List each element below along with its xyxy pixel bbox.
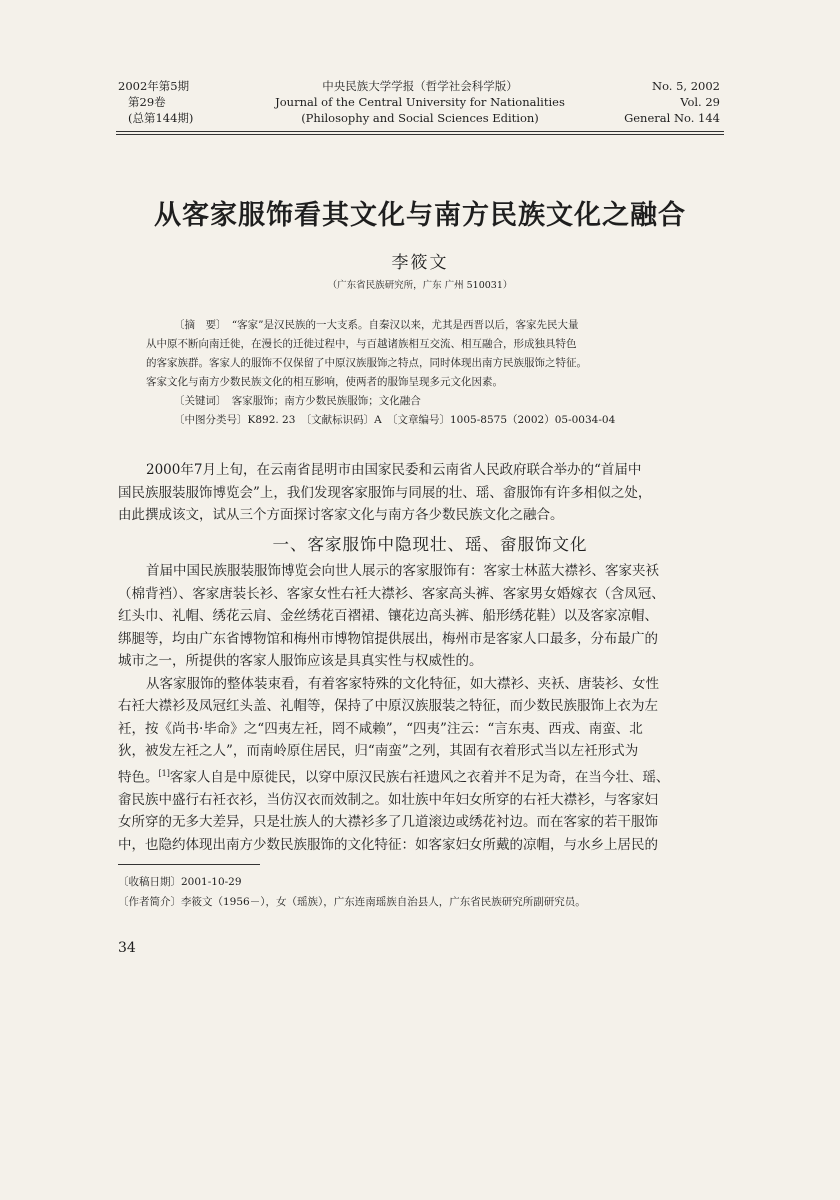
text-line: 女所穿的无多大差异，只是壮族人的大襟衫多了几道滚边或绣花衬边。而在客家的若干服饰	[118, 814, 658, 830]
text-line: 城市之一，所提供的客家人服饰应该是具真实性与权威性的。	[118, 653, 483, 669]
header-rule-bottom	[116, 134, 724, 135]
page-number: 34	[118, 940, 136, 956]
volume-en: Vol. 29	[680, 95, 720, 109]
journal-issue-info-en	[624, 78, 720, 126]
article-body	[118, 459, 742, 856]
citation-ref[interactable]: [1]	[158, 768, 170, 778]
text-line: 畲民族中盛行右衽衣衫，当仿汉衣而效制之。如壮族中年妇女所穿的右衽大襟衫，与客家妇	[118, 791, 658, 808]
abstract	[146, 316, 712, 430]
text-fragment: 特色。	[118, 769, 159, 785]
journal-name-zh: 中央民族大学学报（哲学社会科学版）	[322, 79, 518, 93]
text-line: 由此撰成该文，试从三个方面探讨客家文化与南方各少数民族文化之融合。	[118, 507, 564, 523]
issue-no-en: No. 5, 2002	[652, 79, 720, 93]
footnotes	[118, 872, 586, 912]
journal-name-en: Journal of the Central University for Nationalities	[275, 95, 565, 109]
text-line: 衽，按《尚书·毕命》之“四夷左衽，罔不咸赖”，“四夷”注云：“言东夷、西戎、南蛮、北	[118, 720, 643, 737]
author-bio: 〔作者简介〕李筱文（1956－），女（瑶族），广东连南瑶族自治县人，广东省民族研究所副研究员。	[118, 896, 586, 908]
header-rule-top	[116, 131, 724, 132]
abstract-line: 客家文化与南方少数民族文化的相互影响，使两者的服饰呈现多元文化因素。	[146, 376, 503, 388]
paragraph-overall-dress	[118, 673, 742, 857]
abstract-line: 〔摘 要〕 “客家”是汉民族的一大支系。自秦汉以来，尤其是西晋以后，客家先民大量	[174, 319, 579, 331]
intro-paragraph	[118, 459, 742, 527]
issue-year: 2002年第5期	[118, 79, 190, 93]
text-line: 狄，被发左衽之人”，而南岭原住居民，归“南蛮”之列，其固有衣着形式当以左衽形式为	[118, 743, 639, 759]
author-affiliation: （广东省民族研究所，广东 广州 510031）	[327, 280, 513, 291]
text-fragment: 客家人自是中原徙民，以穿中原汉民族右衽遗风之衣着并不足为奇，在当今壮、瑶、	[169, 769, 670, 785]
article-title: 从客家服饰看其文化与南方民族文化之融合	[154, 200, 686, 231]
journal-edition-en: (Philosophy and Social Sciences Edition)	[301, 111, 539, 125]
text-line: （棉背裆）、客家唐装长衫、客家女性右衽大襟衫、客家高头裤、客家男女婚嫁衣（含凤冠、	[118, 585, 665, 602]
classification-info: 〔中图分类号〕K892. 23 〔文献标识码〕A 〔文章编号〕1005-8575（2002）05-0034-04	[174, 414, 616, 426]
abstract-line: 的客家族群。客家人的服饰不仅保留了中原汉族服饰之特点，同时体现出南方民族服饰之特征。	[146, 357, 587, 369]
text-line: 红头巾、礼帽、绣花云肩、金丝绣花百褶裙、镶花边高头裤、船形绣花鞋）以及客家凉帽、	[118, 608, 658, 624]
abstract-line: 从中原不断向南迁徙，在漫长的迁徙过程中，与百越诸族相互交流、相互融合，形成独具特色	[146, 338, 577, 350]
text-line: 绑腿等，均由广东省博物馆和梅州市博物馆提供展出，梅州市是客家人口最多，分布最广的	[118, 630, 658, 647]
received-date: 〔收稿日期〕2001-10-29	[118, 876, 242, 888]
general-number: (总第144期)	[128, 111, 194, 125]
author-name: 李筱文	[391, 253, 449, 273]
keywords: 〔关键词〕 客家服饰；南方少数民族服饰；文化融合	[174, 395, 421, 407]
paragraph-exhibition	[118, 560, 742, 673]
general-no-en: General No. 144	[624, 111, 720, 125]
volume: 第29卷	[128, 95, 166, 109]
text-line-with-citation	[118, 763, 742, 789]
text-line: 中，也隐约体现出南方少数民族服饰的文化特征：如客家妇女所戴的凉帽，与水乡上居民的	[118, 836, 658, 853]
text-line: 国民族服装服饰博览会”上，我们发现客家服饰与同展的壮、瑶、畲服饰有许多相似之处，	[118, 484, 652, 501]
footnote-rule	[118, 864, 260, 865]
text-line: 右衽大襟衫及凤冠红头盖、礼帽等，保持了中原汉族服装之特征，而少数民族服饰上衣为左	[118, 698, 658, 714]
text-line: 2000年7月上旬，在云南省昆明市由国家民委和云南省人民政府联合举办的“首届中	[146, 462, 642, 478]
text-line: 从客家服饰的整体装束看，有着客家特殊的文化特征，如大襟衫、夹袄、唐装衫、女性	[146, 675, 659, 692]
section-heading: 一、客家服饰中隐现壮、瑶、畲服饰文化	[272, 534, 588, 554]
text-line: 首届中国民族服装服饰博览会向世人展示的客家服饰有：客家士林蓝大襟衫、客家夹袄	[146, 563, 659, 579]
